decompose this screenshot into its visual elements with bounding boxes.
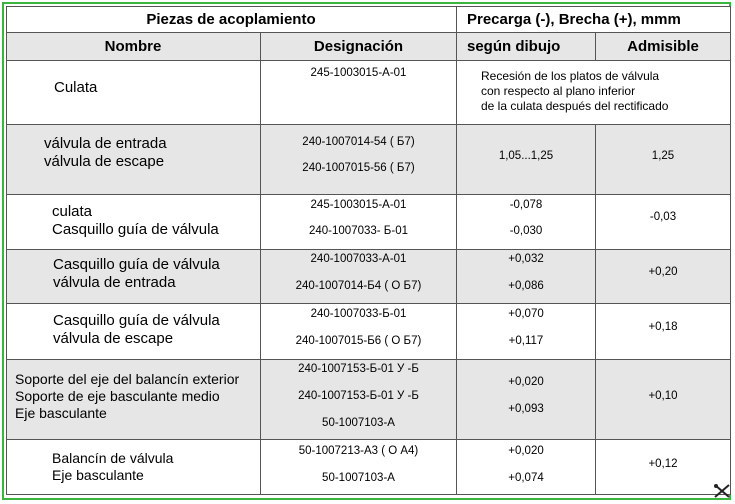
header-name: Nombre — [6, 33, 261, 61]
table-row — [6, 195, 261, 250]
note-line: con respecto al plano inferior — [481, 84, 636, 98]
allowable-value: +0,10 — [648, 390, 678, 402]
drawing-value: +0,074 — [508, 472, 544, 484]
note-line: Recesión de los platos de válvula — [481, 69, 660, 83]
table-row — [6, 125, 261, 195]
drawing-cell — [457, 360, 596, 440]
designation: 240-1007033-Б-01 — [310, 308, 407, 320]
drawing-value: +0,093 — [508, 403, 544, 415]
header-preload: Precarga (-), Brecha (+), mmm — [457, 6, 731, 33]
note-line: de la culata después del rectificado — [481, 99, 669, 113]
designation: 245-1003015-A-01 — [310, 199, 407, 211]
designation: 240-1007014-54 ( Б7) — [302, 136, 415, 148]
allowable-cell — [596, 440, 731, 495]
designation: 245-1003015-A-01 — [310, 67, 407, 79]
part-name: Casquillo guía de válvula — [53, 256, 220, 273]
allowable-value: +0,12 — [648, 458, 678, 470]
designation-cell — [261, 304, 457, 360]
part-name: Casquillo guía de válvula — [52, 221, 219, 238]
designation-cell — [261, 250, 457, 304]
part-name: Eje basculante — [15, 405, 107, 421]
part-name: Casquillo guía de válvula — [53, 312, 220, 329]
drawing-value: +0,020 — [508, 376, 544, 388]
allowable-value: 1,25 — [651, 150, 675, 162]
designation: 50-1007213-A3 ( О A4) — [298, 445, 419, 457]
drawing-value: -0,078 — [509, 199, 543, 211]
drawing-cell — [457, 440, 596, 495]
header-pieces: Piezas de acoplamiento — [6, 6, 457, 33]
drawing-cell — [457, 125, 596, 195]
designation: 240-1007015-56 ( Б7) — [302, 162, 415, 174]
allowable-cell — [596, 304, 731, 360]
table-row — [6, 61, 261, 125]
drawing-cell — [457, 195, 596, 250]
designation: 240-1007153-Б-01 У -Б — [298, 390, 419, 402]
table-row — [6, 360, 261, 440]
designation: 240-1007033- Б-01 — [309, 225, 408, 237]
designation: 240-1007015-Б6 ( О Б7) — [295, 335, 422, 347]
drawing-cell — [457, 304, 596, 360]
allowable-value: -0,03 — [649, 211, 677, 223]
drawing-value: +0,117 — [508, 335, 544, 347]
designation-cell — [261, 360, 457, 440]
drawing-value: -0,030 — [509, 225, 543, 237]
drawing-value: +0,070 — [508, 308, 544, 320]
allowable-cell — [596, 250, 731, 304]
part-name: válvula de entrada — [53, 274, 176, 291]
drawing-cell — [457, 250, 596, 304]
fitting-table — [6, 6, 731, 495]
table-row — [6, 440, 261, 495]
drawing-value: +0,032 — [508, 253, 544, 265]
designation: 240-1007033-A-01 — [310, 253, 407, 265]
designation: 240-1007153-Б-01 У -Б — [298, 363, 419, 375]
designation-cell — [261, 440, 457, 495]
part-name: válvula de entrada — [44, 135, 167, 152]
tools-icon[interactable] — [713, 483, 731, 502]
designation-cell — [261, 61, 457, 125]
designation: 50-1007103-A — [322, 472, 395, 484]
drawing-value: +0,086 — [508, 280, 544, 292]
allowable-cell — [596, 195, 731, 250]
note-cell — [457, 61, 731, 125]
allowable-value: +0,20 — [648, 266, 678, 278]
drawing-value: +0,020 — [508, 445, 544, 457]
table-row — [6, 304, 261, 360]
drawing-value: 1,05...1,25 — [498, 150, 554, 162]
header-allowable: Admisible — [596, 33, 731, 61]
part-name: Balancín de válvula — [52, 450, 174, 466]
header-per-drawing: según dibujo — [457, 33, 596, 61]
part-name: Soporte del eje del balancín exterior — [15, 371, 240, 387]
header-designation: Designación — [261, 33, 457, 61]
table-row — [6, 250, 261, 304]
allowable-cell — [596, 125, 731, 195]
allowable-value: +0,18 — [648, 321, 678, 333]
designation: 50-1007103-A — [322, 417, 395, 429]
part-name: Culata — [54, 79, 98, 96]
designation-cell — [261, 195, 457, 250]
part-name: Soporte de eje basculante medio — [15, 388, 220, 404]
part-name: válvula de escape — [53, 330, 174, 347]
part-name: culata — [52, 203, 93, 220]
designation-cell — [261, 125, 457, 195]
designation: 240-1007014-Б4 ( О Б7) — [295, 280, 422, 292]
part-name: válvula de escape — [44, 153, 165, 170]
allowable-cell — [596, 360, 731, 440]
part-name: Eje basculante — [52, 467, 144, 483]
